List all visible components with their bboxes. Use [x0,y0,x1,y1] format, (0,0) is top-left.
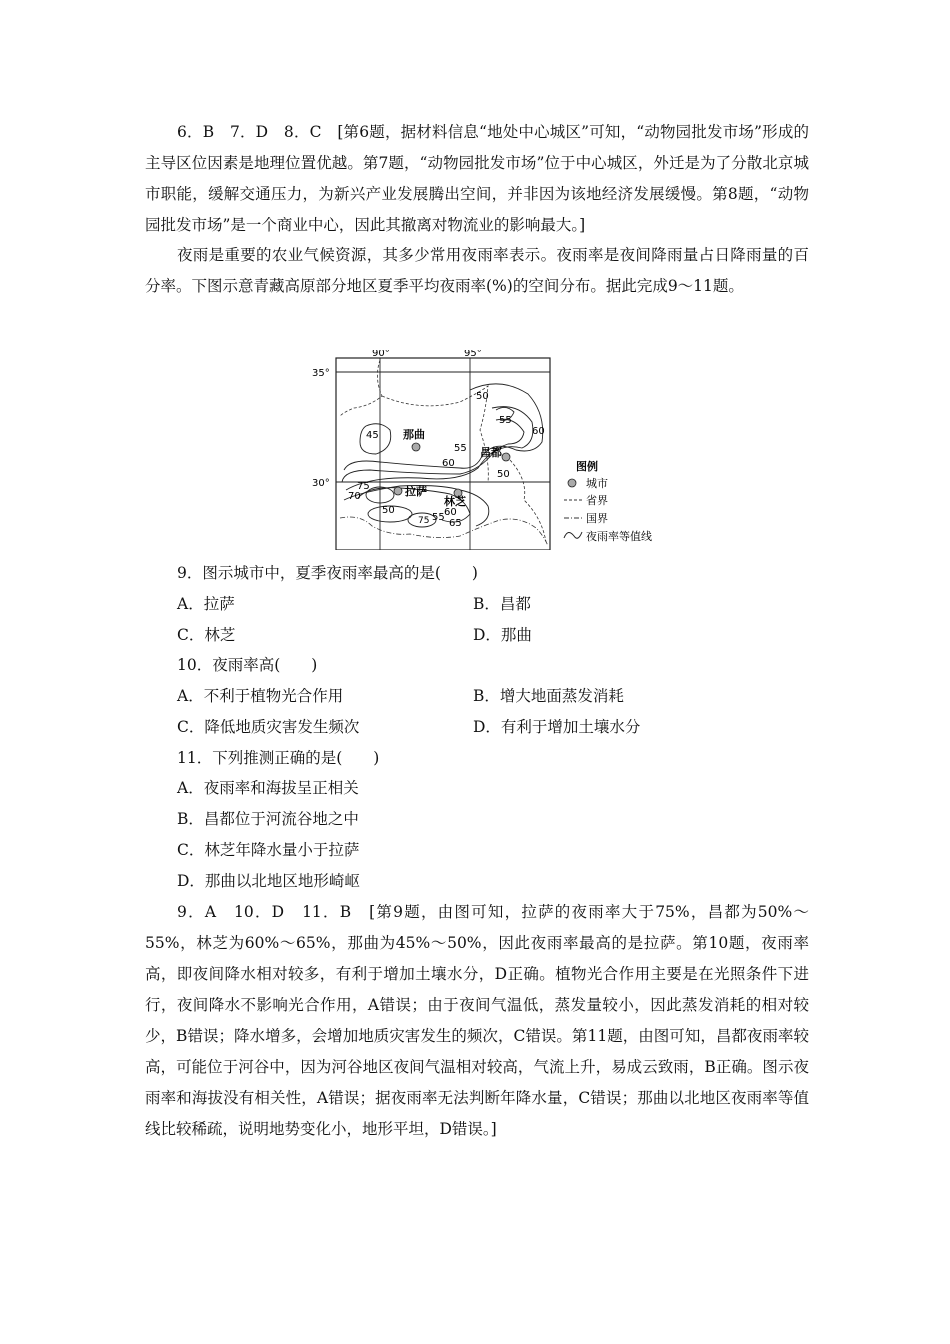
answer-explanation-6-8: 6．B 7．D 8．C [第6题，据材料信息“地处中心城区”可知，“动物园批发市场”形成的主导区位因素是地理位置优越。第7题，“动物园批发市场”位于中心城区，外迁是为了分散北京城市职能，缓解交通压力，为新兴产业发展腾出空间，并非因为该地经济发展缓慢。第8题，“动物园批发市场”是一个商业中心，因此其撤离对物流业的影响最大。] [145,123,809,234]
city-marker-lhasa [394,487,402,495]
question-11-option-c: C．林芝年降水量小于拉萨 [177,841,360,859]
legend-isoline-icon [564,532,582,538]
isoline-label: 55 [499,415,512,426]
question-intro: 夜雨是重要的农业气候资源，其多少常用夜雨率表示。夜雨率是夜间降雨量占日降雨量的百分率。下图示意青藏高原部分地区夏季平均夜雨率(%)的空间分布。据此完成9～11题。 [145,246,809,295]
isoline-label: 60 [532,426,545,437]
question-10-option-d: D．有利于增加土壤水分 [473,718,641,736]
question-9-option-d: D．那曲 [473,626,532,644]
lat-label-30: 30° [312,478,330,489]
question-9-option-b: B．昌都 [473,595,531,613]
legend-isoline-label: 夜雨率等值线 [586,530,652,543]
isoline-label: 75 [357,481,370,492]
question-10-option-a: A．不利于植物光合作用 [177,687,344,705]
isoline-label: 50 [382,505,395,516]
isoline-label: 70 [348,491,361,502]
question-11-option-b: B．昌都位于河流谷地之中 [177,810,359,828]
map-legend [564,459,652,543]
isoline-label: 50 [476,391,489,402]
city-label-nyingchi: 林芝 [444,495,466,508]
legend-province-border-label: 省界 [586,494,608,507]
isoline-label: 75 [418,516,430,526]
isoline-label: 55 [432,512,445,523]
isoline-label: 45 [366,430,379,441]
question-11-option-a: A．夜雨率和海拔呈正相关 [177,779,359,797]
legend-national-border-label: 国界 [586,512,608,525]
night-rain-map-figure [310,350,690,550]
city-marker-naqu [412,443,420,451]
isoline-label: 60 [444,507,457,518]
question-9-option-c: C．林芝 [177,626,236,644]
isoline-label: 55 [454,443,467,454]
province-border [382,386,488,482]
question-10-stem: 10．夜雨率高( ) [177,656,318,674]
city-label-changdu: 昌都 [480,446,502,459]
isoline-label: 65 [449,518,462,529]
isoline-label: 60 [442,458,455,469]
lon-label-95: 95° [464,350,482,359]
question-9-stem: 9．图示城市中，夏季夜雨率最高的是( ) [177,564,478,582]
city-marker-changdu [502,453,510,461]
province-border [340,360,382,416]
question-11-stem: 11．下列推测正确的是( ) [177,749,380,767]
city-label-naqu: 那曲 [403,428,425,441]
legend-city-icon [568,479,576,487]
answer-explanation-9-11: 9．A 10．D 11．B [第9题，由图可知，拉萨的夜雨率大于75%，昌都为50%～55%，林芝为60%～65%，那曲为45%～50%，因此夜雨率最高的是拉萨。第10题，夜雨率高，即夜间降水相对较多，有利于增加土壤水分，D正确。植物光合作用主要是在光照条件下进行，夜间降水不影响光合作用，A错误；由于夜间气温低，蒸发量较小，因此蒸发消耗的相对较少，B错误；降水增多，会增加地质灾害发生的频次，C错误。第11题，由图可知，昌都夜雨率较高，可能位于河谷中，因为河谷地区夜间气温相对较高，气流上升，易成云致雨，B正确。图示夜雨率和海拔没有相关性，A错误；据夜雨率无法判断年降水量，C错误；那曲以北地区夜雨率等值线比较稀疏，说明地势变化小，地形平坦，D错误。] [145,903,809,1138]
city-label-lhasa: 拉萨 [405,485,427,498]
question-9-option-a: A．拉萨 [177,595,235,613]
lon-label-90: 90° [372,350,390,359]
question-11-option-d: D．那曲以北地区地形崎岖 [177,872,360,890]
lat-label-35: 35° [312,368,330,379]
isoline-label: 50 [497,469,510,480]
legend-title: 图例 [576,460,598,473]
question-10-option-c: C．降低地质灾害发生频次 [177,718,360,736]
legend-city-label: 城市 [586,477,608,490]
province-border [510,460,546,542]
question-10-option-b: B．增大地面蒸发消耗 [473,687,624,705]
night-rain-map [310,350,690,550]
